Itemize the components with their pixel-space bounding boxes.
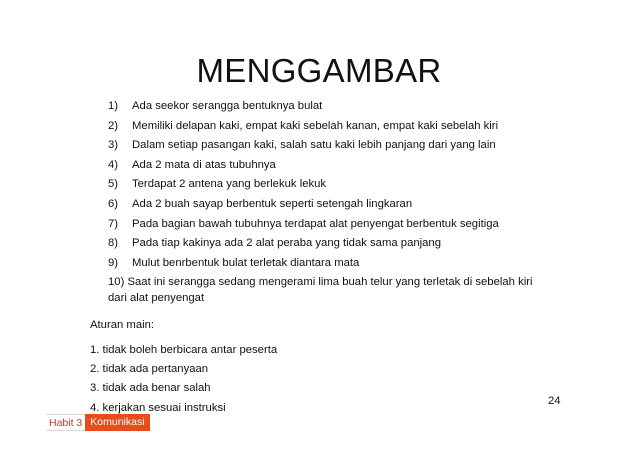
habit-label: Habit 3 (46, 414, 85, 431)
item-number: 1) (108, 100, 119, 112)
rule-item: 1. tidak boleh berbicara antar peserta (90, 344, 278, 356)
item-text: Mulut benrbentuk bulat terletak diantara mata (132, 256, 360, 269)
item-text: Ada 2 mata di atas tubuhnya (132, 158, 276, 171)
list-item (108, 215, 548, 235)
footer-tag (46, 414, 150, 431)
list-item-10: 10) Saat ini serangga sedang mengerami lima buah telur yang terletak di sebelah kiri dari alat penyengat (108, 276, 533, 305)
rule-item: 4. kerjakan sesuai instruksi (90, 401, 226, 414)
list-item (108, 254, 548, 274)
item-number: 2) (108, 119, 119, 132)
list-item (108, 97, 548, 117)
item-number: 6) (108, 197, 119, 210)
item-text: Pada tiap kakinya ada 2 alat peraba yang tidak sama panjang (132, 237, 441, 250)
item-text: Ada seekor serangga bentuknya bulat (132, 100, 323, 112)
item-number: 8) (108, 237, 119, 250)
page-number: 24 (548, 395, 561, 407)
slide-title: MENGGAMBAR (196, 52, 442, 89)
list-item (108, 195, 548, 215)
drawing-instructions-list (108, 97, 548, 306)
rules-heading: Aturan main: (90, 319, 155, 331)
item-number: 3) (108, 139, 119, 152)
item-number: 9) (108, 256, 119, 269)
komunikasi-label: Komunikasi (85, 414, 149, 431)
rule-item: 2. tidak ada pertanyaan (90, 363, 209, 376)
list-item (108, 136, 548, 156)
list-item (108, 175, 548, 195)
item-number: 7) (108, 217, 119, 230)
item-text: Terdapat 2 antena yang berlekuk lekuk (132, 178, 327, 191)
item-text: Pada bagian bawah tubuhnya terdapat alat penyengat berbentuk segitiga (132, 217, 499, 230)
game-rules-list (90, 341, 510, 418)
item-text: Dalam setiap pasangan kaki, salah satu kaki lebih panjang dari yang lain (132, 139, 496, 152)
list-item (108, 117, 548, 137)
item-text: Memiliki delapan kaki, empat kaki sebelah kanan, empat kaki sebelah kiri (132, 119, 499, 132)
item-number: 4) (108, 158, 119, 171)
rule-item: 3. tidak ada benar salah (90, 382, 211, 395)
list-item (108, 234, 548, 254)
item-number: 5) (108, 178, 119, 191)
list-item (108, 156, 548, 176)
item-text: Ada 2 buah sayap berbentuk seperti setengah lingkaran (132, 197, 413, 210)
